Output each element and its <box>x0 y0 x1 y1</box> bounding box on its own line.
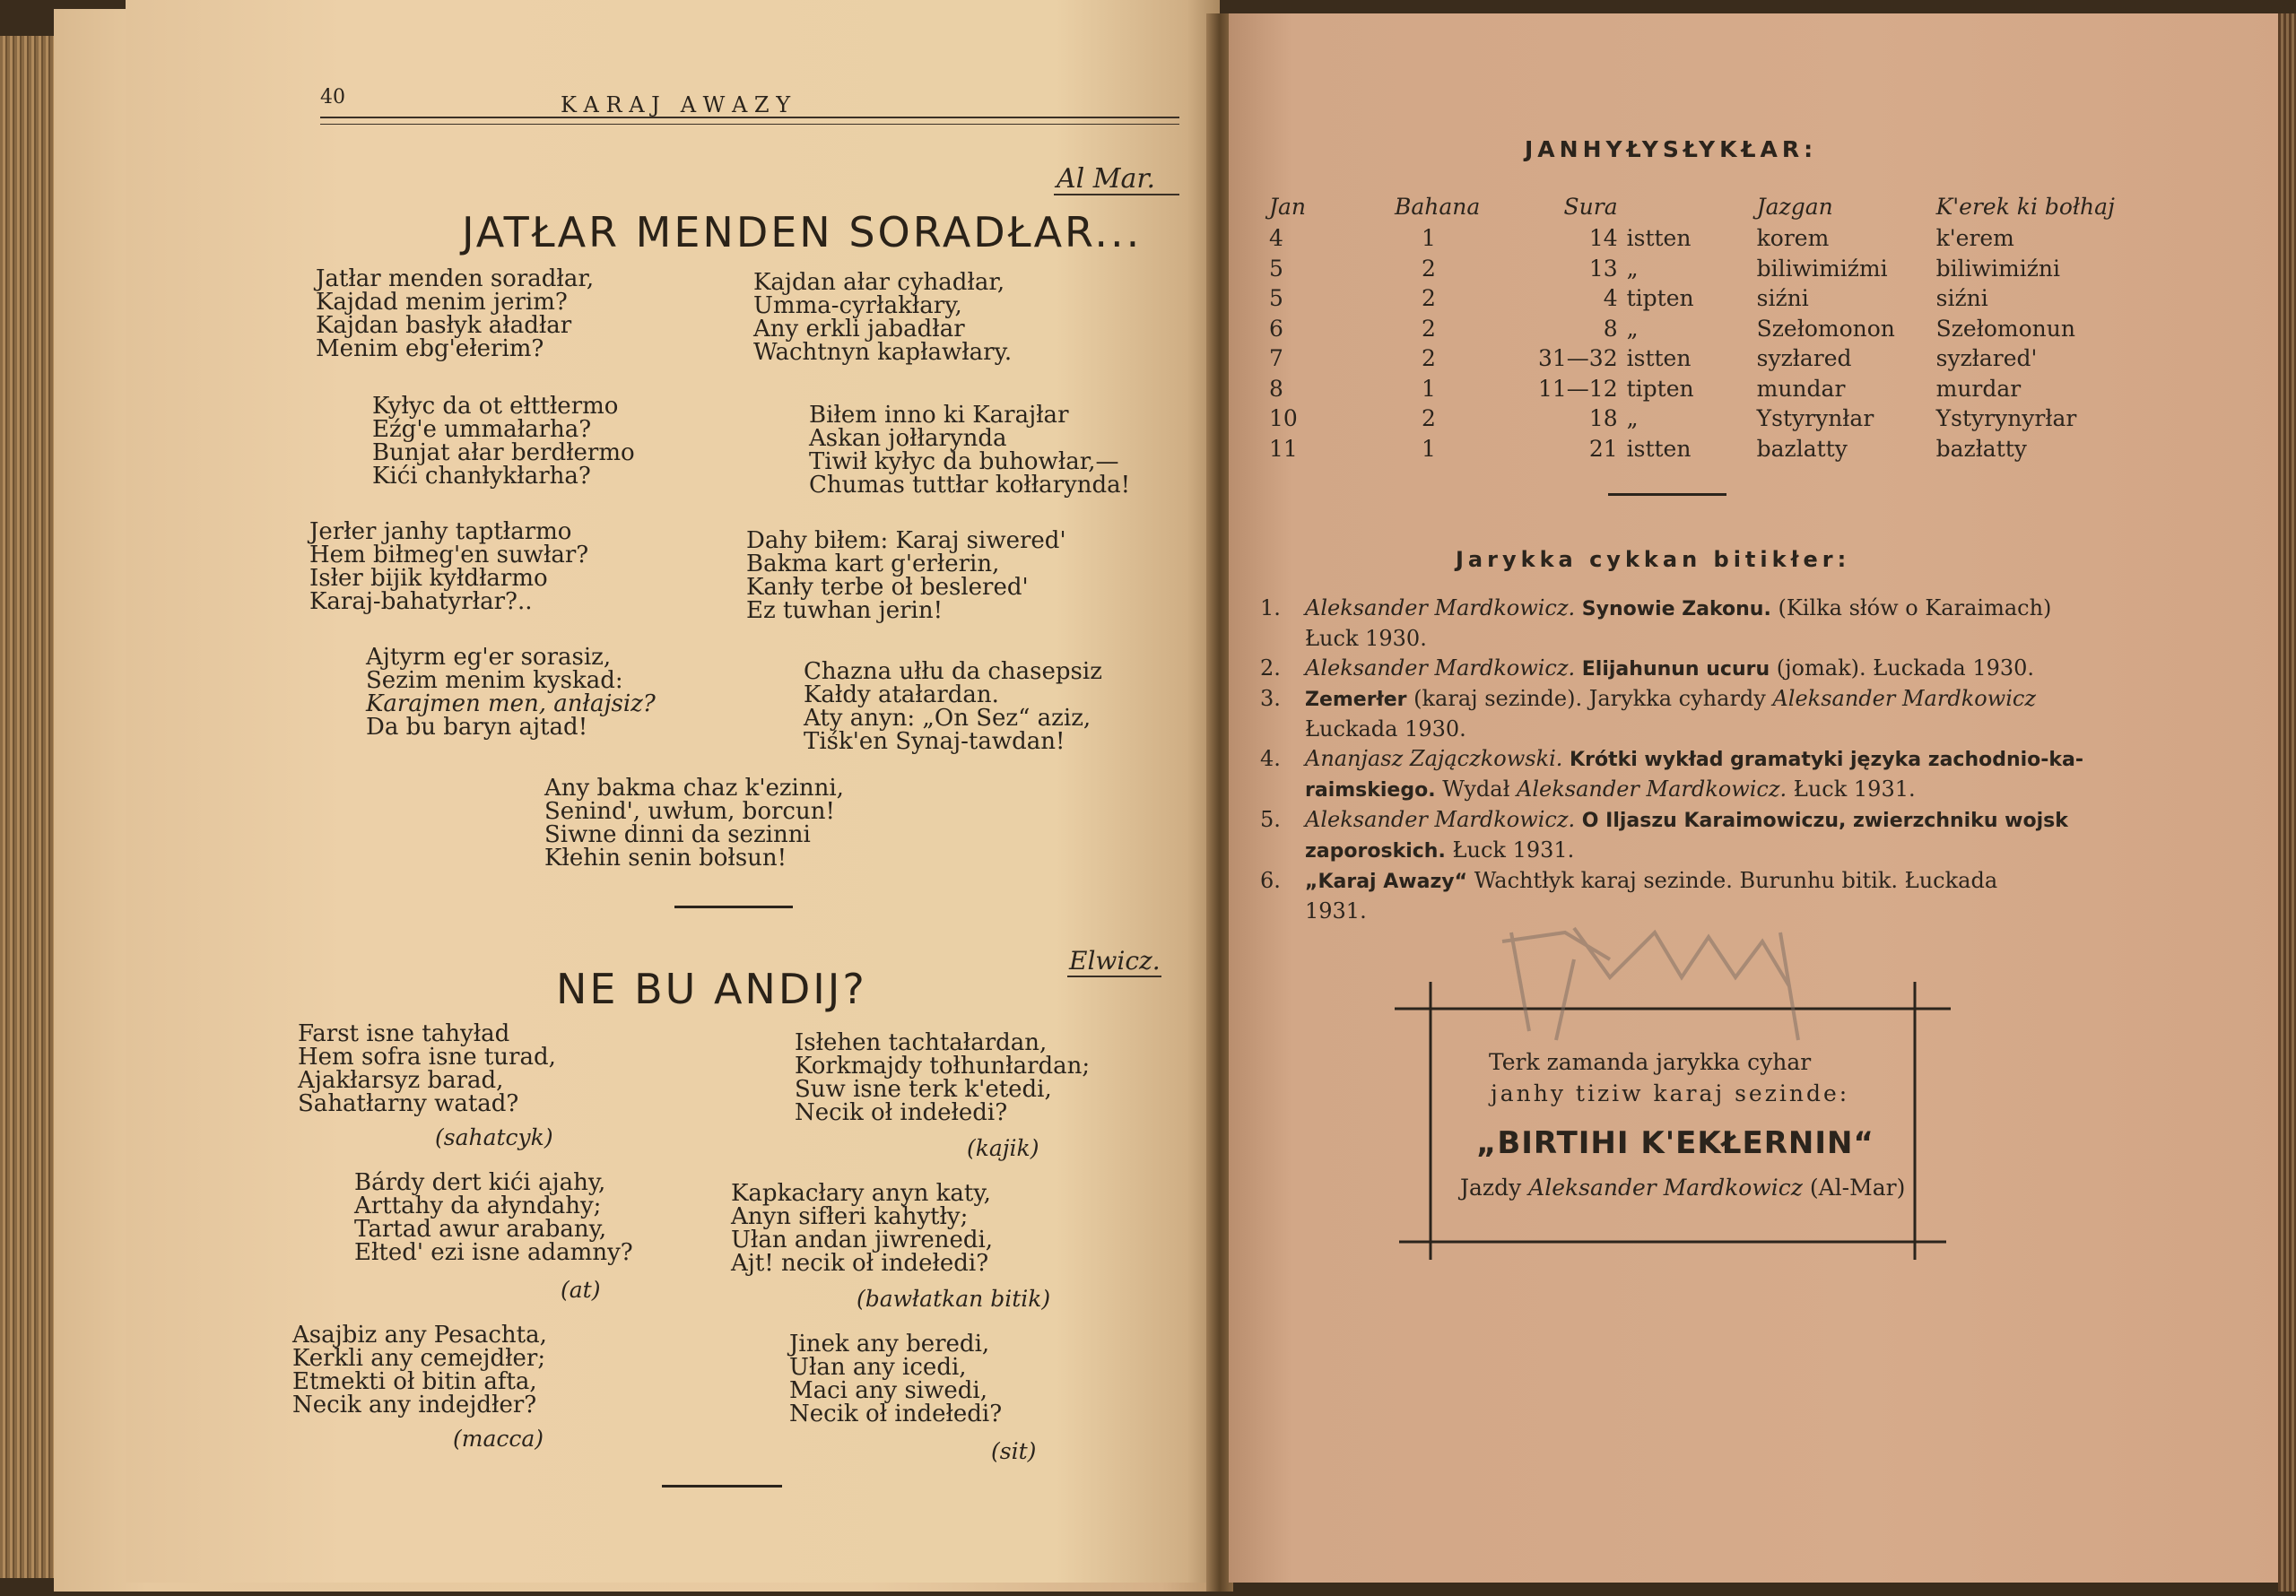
errata-cell: syzłared' <box>1935 345 2038 372</box>
book-item-segment: 1931. <box>1305 898 1367 924</box>
book-item-segment: Łuck 1931. <box>1445 837 1575 863</box>
errata-cell: siźni <box>1935 285 1988 312</box>
errata-cell: 11 <box>1269 435 1298 462</box>
errata-cell: biliwimiźni <box>1935 255 2060 282</box>
col-bahana: Bahana <box>1395 193 1481 220</box>
col-jan: Jan <box>1269 193 1307 220</box>
book-item-number <box>1260 715 1305 744</box>
poem2-author-rule <box>1067 976 1161 977</box>
errata-cell: k'erem <box>1935 225 2014 252</box>
book-item-segment: Wydał <box>1435 776 1517 802</box>
ad-book-title: „BIRTIHI K'EKŁERNIN“ <box>1476 1125 1874 1161</box>
book-item-number: 3. <box>1260 686 1281 711</box>
riddle-2-answer: (kajik) <box>967 1135 1039 1161</box>
col-kerek: K'erek ki bołhaj <box>1935 193 2115 220</box>
errata-cell: bazłatty <box>1935 435 2027 462</box>
book-item-segment: „Karaj Awazy“ <box>1305 871 1468 893</box>
book-item-text <box>1305 897 1367 926</box>
book-item-segment: O Iljaszu Karaimowiczu, zwierzchniku wojsk <box>1581 810 2068 832</box>
errata-cell: 1 <box>1422 435 1436 462</box>
errata-cell: bazlatty <box>1756 435 1848 462</box>
errata-header-row <box>1269 193 2134 223</box>
poem1-author: Al Mar. <box>1057 163 1155 195</box>
book-item-line <box>1260 594 2103 624</box>
errata-cell: tipten <box>1626 375 1694 402</box>
col-sura: Sura <box>1563 193 1618 220</box>
errata-cell: 8 <box>1603 315 1618 342</box>
col-jazgan: Jazgan <box>1756 193 1833 220</box>
book-item-number: 6. <box>1260 868 1281 893</box>
riddle-4-answer: (bawłatkan bitik) <box>857 1286 1051 1312</box>
book-item-text <box>1305 805 2068 836</box>
errata-cell: 1 <box>1422 225 1436 252</box>
errata-cell: 18 <box>1588 405 1618 432</box>
book-item-segment: (karaj sezinde). Jarykka cyhardy <box>1406 686 1773 711</box>
poem1-title: JATŁAR MENDEN SORADŁAR... <box>462 208 1143 256</box>
ad-author-prefix: Jazdy <box>1460 1175 1529 1201</box>
errata-cell: 8 <box>1269 375 1283 402</box>
riddle-1: Farst isne tahyład Hem sofra isne turad, Ajakłarsyz barad, Sahatłarny watad? <box>298 1020 556 1117</box>
errata-cell: 4 <box>1603 285 1618 312</box>
book-item-segment: raimskiego. <box>1305 779 1436 802</box>
book-item-number: 1. <box>1260 595 1281 620</box>
errata-row <box>1269 403 2134 434</box>
book-item-segment: Wachtłyk karaj sezinde. Burunhu bitik. Łuckada <box>1467 868 1998 893</box>
book-item-number: 2. <box>1260 655 1281 681</box>
books-list <box>1260 594 2103 926</box>
book-item-segment: Łuckada 1930. <box>1305 716 1466 742</box>
riddle-6-answer: (sit) <box>991 1438 1037 1464</box>
errata-cell: 5 <box>1269 285 1283 312</box>
poem1-stanza-r2: Biłem inno ki Karajłar Askan jołłarynda Tiwił kyłyc da buhowłar,— Chumas tuttłar kołłarynda! <box>809 402 1131 499</box>
book-item-segment: Aleksander Mardkowicz. <box>1305 655 1582 681</box>
errata-cell: 6 <box>1269 315 1283 342</box>
poem1-stanza-r3: Dahy biłem: Karaj siwered' Bakma kart g'erłerin, Kanły terbe oł beslered' Ez tuwhan jerin! <box>746 527 1066 624</box>
errata-cell: 11—12 <box>1538 375 1618 402</box>
errata-cell: 4 <box>1269 225 1283 252</box>
poem1-stanza-l3: Jerłer janhy taptłarmo Hem biłmeg'en suwłar? Isłer bijik kyłdłarmo Karaj-bahatyrłar?.. <box>309 518 589 615</box>
book-item-segment: Zemerłer <box>1305 689 1407 711</box>
errata-row <box>1269 283 2134 314</box>
book-item-segment: Synowie Zakonu. <box>1581 598 1771 620</box>
book-item-line <box>1260 654 2103 684</box>
errata-cell: Szełomonun <box>1935 315 2075 342</box>
header-rule-top <box>320 117 1179 118</box>
book-item-segment: Aleksander Mardkowicz. <box>1517 776 1787 802</box>
errata-cell: 2 <box>1422 315 1436 342</box>
book-item-number: 5. <box>1260 807 1281 832</box>
book-item-line <box>1260 775 2103 805</box>
book-item-number <box>1260 836 1305 866</box>
errata-cell: „ <box>1626 405 1639 432</box>
riddle-4: Kapkacłary anyn katy, Anyn sifłeri kahytły; Ułan andan jiwrenedi, Ajt! necik oł indełedi? <box>731 1180 994 1277</box>
riddle-1-answer: (sahatcyk) <box>435 1124 553 1150</box>
riddle-3-answer: (at) <box>561 1277 601 1303</box>
poem2-title: NE BU ANDIJ? <box>556 965 867 1013</box>
book-item <box>1260 594 2103 654</box>
ad-author-line <box>1460 1176 1905 1200</box>
errata-cell: Ystyrynyrłar <box>1935 405 2077 432</box>
errata-cell: 2 <box>1422 405 1436 432</box>
book-item-segment: (jomak). Łuckada 1930. <box>1770 655 2035 681</box>
errata-row <box>1269 343 2134 374</box>
errata-row <box>1269 434 2134 464</box>
col-sura-ref <box>1627 193 1757 223</box>
errata-cell: 10 <box>1269 405 1298 432</box>
right-page-edges <box>2278 13 2296 1592</box>
errata-cell: siźni <box>1756 285 1809 312</box>
ad-line-2: janhy tiziw karaj sezinde: <box>1491 1080 1850 1106</box>
errata-cell: biliwimiźmi <box>1756 255 1888 282</box>
book-item-line <box>1260 715 2103 744</box>
pencil-scribble <box>1502 928 1798 1040</box>
book-item-text <box>1305 624 1427 654</box>
errata-title: JANHYŁYSŁYKŁAR: <box>1525 136 1818 162</box>
errata-cell: 2 <box>1422 285 1436 312</box>
poem1-stanza-l1: Jatłar menden soradłar, Kajdad menim jerim? Kajdan basłyk aładłar Menim ebg'ełerim? <box>316 265 595 362</box>
errata-cell: 2 <box>1422 255 1436 282</box>
ad-author-suffix: (Al-Mar) <box>1802 1175 1906 1201</box>
errata-cell: „ <box>1626 315 1639 342</box>
book-item-text <box>1305 594 2051 624</box>
book-item-number: 4. <box>1260 746 1281 771</box>
book-item-line <box>1260 805 2103 836</box>
poem1-stanza-l4: Ajtyrm eg'er sorasiz, Sezim menim kyskad: Karajmen men, anłajsiz? Da bu baryn ajtad! <box>366 644 656 741</box>
book-item-segment: Elijahunun ucuru <box>1581 658 1770 681</box>
book-item-segment: Aleksander Mardkowicz. <box>1305 595 1582 620</box>
riddle-3: Bárdy dert kići ajahy, Arttahy da ałyndahy; Tartad awur arabany, Ełted' ezi isne adamny? <box>354 1169 633 1266</box>
errata-cell: „ <box>1626 255 1639 282</box>
book-item <box>1260 684 2103 744</box>
book-item-line <box>1260 684 2103 715</box>
book-item-line <box>1260 866 2103 897</box>
book-item-segment: zaporoskich. <box>1305 840 1446 863</box>
book-item-text <box>1305 836 1574 866</box>
poem1-stanza-r4: Chazna ułłu da chasepsiz Kałdy atałardan. Aty anyn: „On Sez“ aziz, Tiśk'en Synaj-tawdan! <box>804 658 1102 755</box>
errata-cell: tipten <box>1626 285 1694 312</box>
book-item-text <box>1305 654 2034 684</box>
riddle-5: Asajbiz any Pesachta, Kerkli any cemejdłer; Etmekti oł bitin afta, Necik any indejdłer? <box>292 1322 547 1418</box>
book-item-line <box>1260 897 2103 926</box>
book-item-segment: Ananjasz Zajączkowski. <box>1305 746 1570 771</box>
poem1-stanza-l2: Kyłyc da ot ełttłermo Eźg'e ummałarha? Bunjat ałar berdłermo Kići chanłykłarha? <box>372 393 635 490</box>
book-item-text <box>1305 775 1916 805</box>
poem1-final-stanza: Any bakma chaz k'ezinni, Senind', uwłum, borcun! Siwne dinni da sezinni Kłehin senin bołsun! <box>544 775 844 872</box>
book-item-segment: Łuck 1930. <box>1305 626 1427 651</box>
book-item-text <box>1305 684 2036 715</box>
book-item-text <box>1305 866 1997 897</box>
errata-rule <box>1608 493 1726 496</box>
book-item <box>1260 744 2103 805</box>
book-item-segment: Krótki wykład gramatyki języka zachodnio-ka- <box>1570 749 2084 771</box>
errata-cell: 7 <box>1269 345 1283 372</box>
books-title: Jarykka cykkan bitikłer: <box>1456 547 1851 572</box>
riddle-5-answer: (macca) <box>453 1426 544 1452</box>
book-item-number <box>1260 624 1305 654</box>
book-item-line <box>1260 744 2103 775</box>
book-item-segment: Aleksander Mardkowicz <box>1772 686 2036 711</box>
errata-cell: 5 <box>1269 255 1283 282</box>
errata-cell: Szełomonon <box>1756 315 1895 342</box>
ad-author-name: Aleksander Mardkowicz <box>1528 1175 1803 1201</box>
errata-table <box>1269 193 2134 464</box>
poem-separator <box>674 906 793 908</box>
poem1-stanza-r1: Kajdan ałar cyhadłar, Umma-cyrłakłary, Any erkli jabadłar Wachtnyn kapławłary. <box>753 269 1013 366</box>
errata-cell: 21 <box>1588 435 1618 462</box>
book-item-number <box>1260 775 1305 805</box>
errata-row <box>1269 254 2134 284</box>
riddle-2: Isłehen tachtałardan, Korkmajdy tołhunłardan; Suw isne terk k'etedi, Necik oł indełedi? <box>795 1029 1091 1126</box>
book-item-line <box>1260 836 2103 866</box>
book-item-text <box>1305 715 1466 744</box>
errata-row <box>1269 314 2134 344</box>
errata-cell: 14 <box>1588 225 1618 252</box>
running-title: K A R A J A W A Z Y <box>561 92 791 117</box>
errata-cell: istten <box>1626 435 1692 462</box>
book-item-segment: (Kilka słów o Karaimach) <box>1770 595 2052 620</box>
book-item-text <box>1305 744 2083 775</box>
errata-cell: 1 <box>1422 375 1436 402</box>
page-end-rule <box>662 1485 782 1488</box>
errata-cell: Ystyrynłar <box>1756 405 1874 432</box>
book-item-segment: Aleksander Mardkowicz. <box>1305 807 1582 832</box>
errata-row <box>1269 223 2134 254</box>
errata-cell: murdar <box>1935 375 2022 402</box>
errata-cell: syzłared <box>1756 345 1852 372</box>
poem1-author-rule <box>1054 194 1179 195</box>
poem2-author: Elwicz. <box>1069 946 1161 976</box>
book-item-segment: Łuck 1931. <box>1787 776 1916 802</box>
riddle-6: Jinek any beredi, Ułan any icedi, Maci any siwedi, Necik oł indełedi? <box>789 1331 1003 1427</box>
errata-row <box>1269 374 2134 404</box>
book-item <box>1260 805 2103 866</box>
book-item <box>1260 866 2103 926</box>
errata-cell: mundar <box>1756 375 1846 402</box>
errata-cell: 13 <box>1588 255 1618 282</box>
errata-cell: istten <box>1626 225 1692 252</box>
ad-line-1: Terk zamanda jarykka cyhar <box>1489 1049 1812 1075</box>
book-item-line <box>1260 624 2103 654</box>
left-page-edges <box>0 36 54 1578</box>
errata-cell: 2 <box>1422 345 1436 372</box>
book-item-number <box>1260 897 1305 926</box>
header-rule-bottom <box>320 124 1179 125</box>
errata-cell: istten <box>1626 345 1692 372</box>
book-item <box>1260 654 2103 684</box>
page-number: 40 <box>320 86 345 108</box>
errata-cell: 31—32 <box>1538 345 1618 372</box>
errata-cell: korem <box>1756 225 1830 252</box>
